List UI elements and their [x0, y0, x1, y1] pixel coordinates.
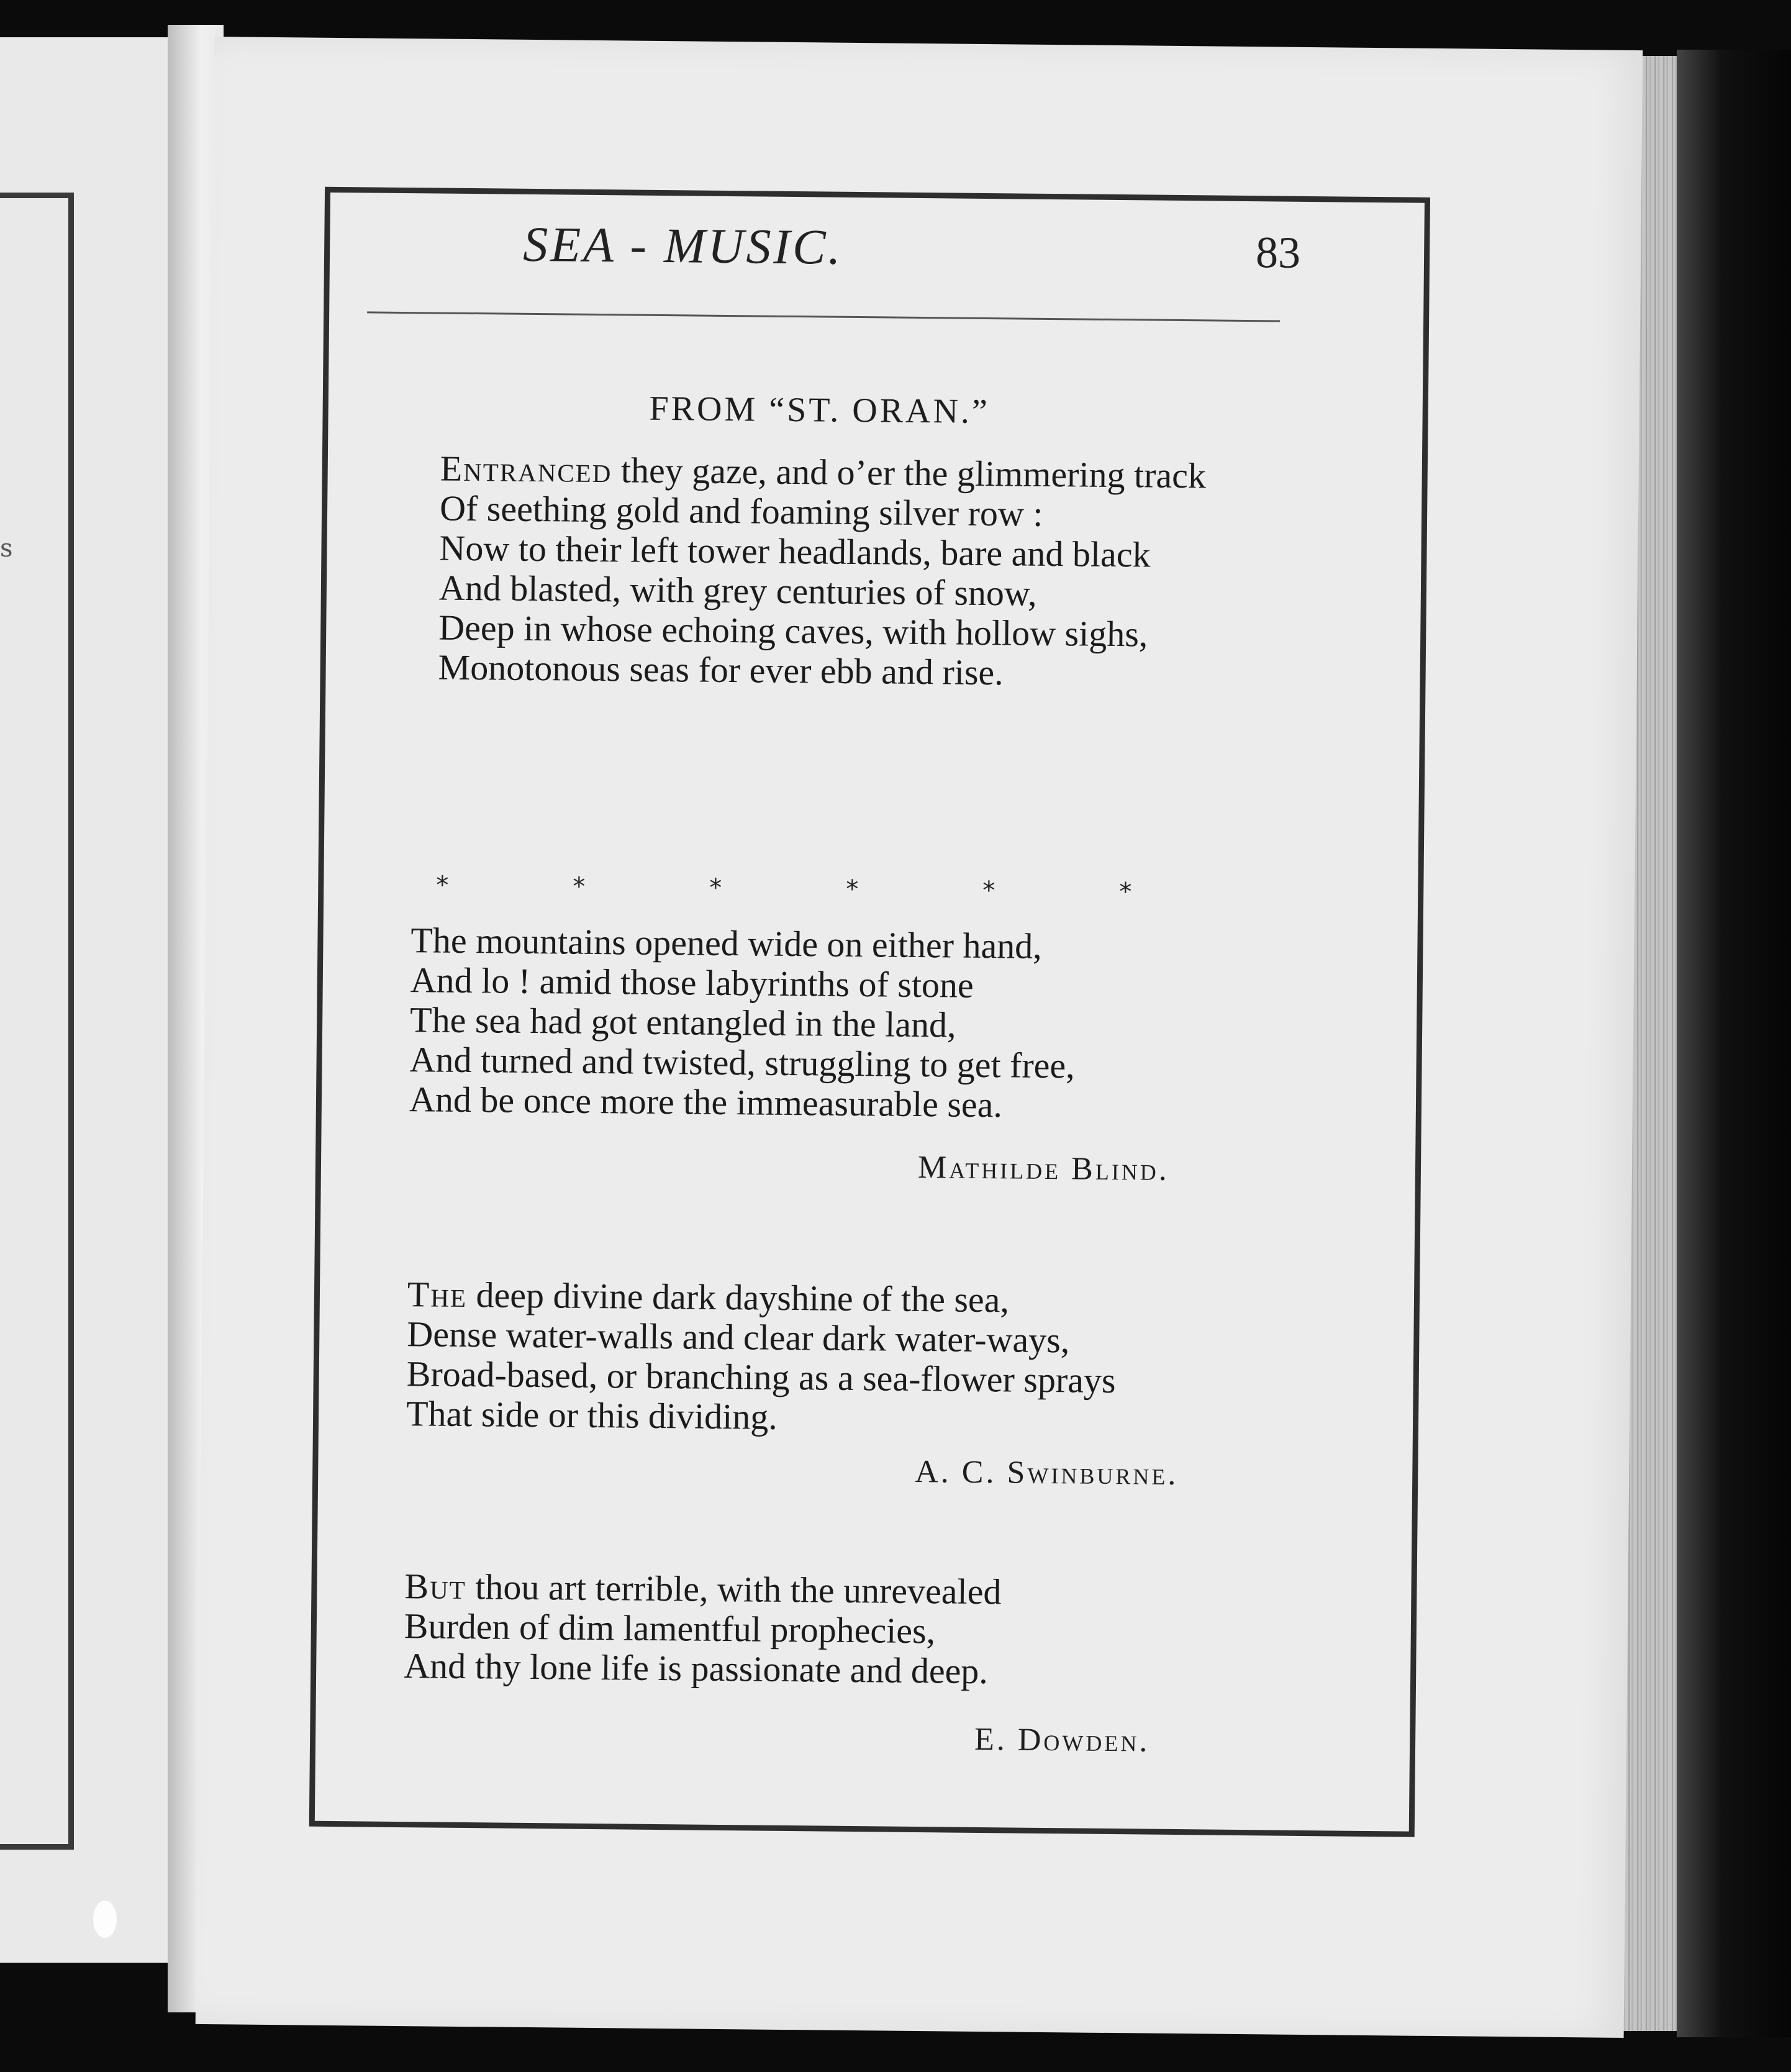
poem1-stanza1 — [438, 449, 1206, 695]
header-rule — [367, 311, 1280, 322]
star-ornament: * — [709, 873, 722, 902]
page-content — [196, 37, 1643, 2038]
poem-line: Deep in whose echoing caves, with hollow sighs, — [438, 607, 1148, 655]
running-title: SEA - MUSIC. — [522, 217, 843, 275]
poem1-stanza2 — [409, 920, 1076, 1125]
book-page — [196, 37, 1643, 2038]
section-break-stars — [436, 871, 1131, 907]
poem-line: And be once more the immeasurable sea. — [409, 1079, 1003, 1125]
author-attribution: A. C. Swinburne. — [915, 1453, 1179, 1493]
left-facing-page — [0, 37, 189, 1963]
drop-word: But — [404, 1566, 467, 1607]
poem-line — [404, 1566, 1002, 1612]
poem-line: The sea had got entangled in the land, — [409, 999, 956, 1045]
star-ornament: * — [436, 871, 449, 900]
left-page-frame — [0, 193, 74, 1850]
poem-line: And lo ! amid those labyrinths of stone — [410, 960, 974, 1006]
page-number: 83 — [1255, 227, 1301, 278]
star-ornament: * — [1119, 878, 1132, 907]
poem-line: Broad-based, or branching as a sea-flower sprays — [406, 1353, 1116, 1401]
poem3-stanza — [404, 1566, 1002, 1691]
poem-line: Burden of dim lamentful prophecies, — [404, 1606, 936, 1652]
poem2-stanza — [406, 1275, 1117, 1440]
author-attribution: E. Dowden. — [974, 1721, 1150, 1759]
poem-title: FROM “ST. ORAN.” — [649, 389, 991, 432]
poem-line: The mountains opened wide on either hand, — [410, 920, 1043, 966]
scan-smudge — [93, 1901, 117, 1938]
poem-line-text: thou art terrible, with the unrevealed — [466, 1566, 1002, 1612]
poem-line: Of seething gold and foaming silver row : — [439, 488, 1043, 534]
poem-line: Now to their left tower headlands, bare and black — [439, 527, 1151, 575]
drop-word: Entranced — [440, 448, 612, 491]
poem-line: That side or this dividing. — [406, 1393, 778, 1437]
poem-line: Monotonous seas for ever ebb and rise. — [438, 647, 1004, 693]
left-page-stray-glyph: s — [0, 534, 13, 563]
book-cover-edge — [1677, 50, 1791, 2037]
poem-line: And thy lone life is passionate and deep. — [403, 1645, 989, 1692]
poem-line-text: they gaze, and o’er the glimmering track — [612, 450, 1207, 496]
author-attribution: Mathilde Blind. — [917, 1149, 1170, 1188]
poem-line: And blasted, with grey centuries of snow, — [438, 567, 1037, 614]
star-ornament: * — [846, 875, 859, 904]
star-ornament: * — [982, 876, 995, 906]
drop-word: The — [407, 1274, 468, 1315]
poem-line-text: deep divine dark dayshine of the sea, — [466, 1275, 1010, 1320]
star-ornament: * — [573, 872, 586, 901]
poem-line: Dense water-walls and clear dark water-ways, — [407, 1314, 1070, 1361]
poem-line: And turned and twisted, struggling to get free, — [409, 1039, 1076, 1086]
